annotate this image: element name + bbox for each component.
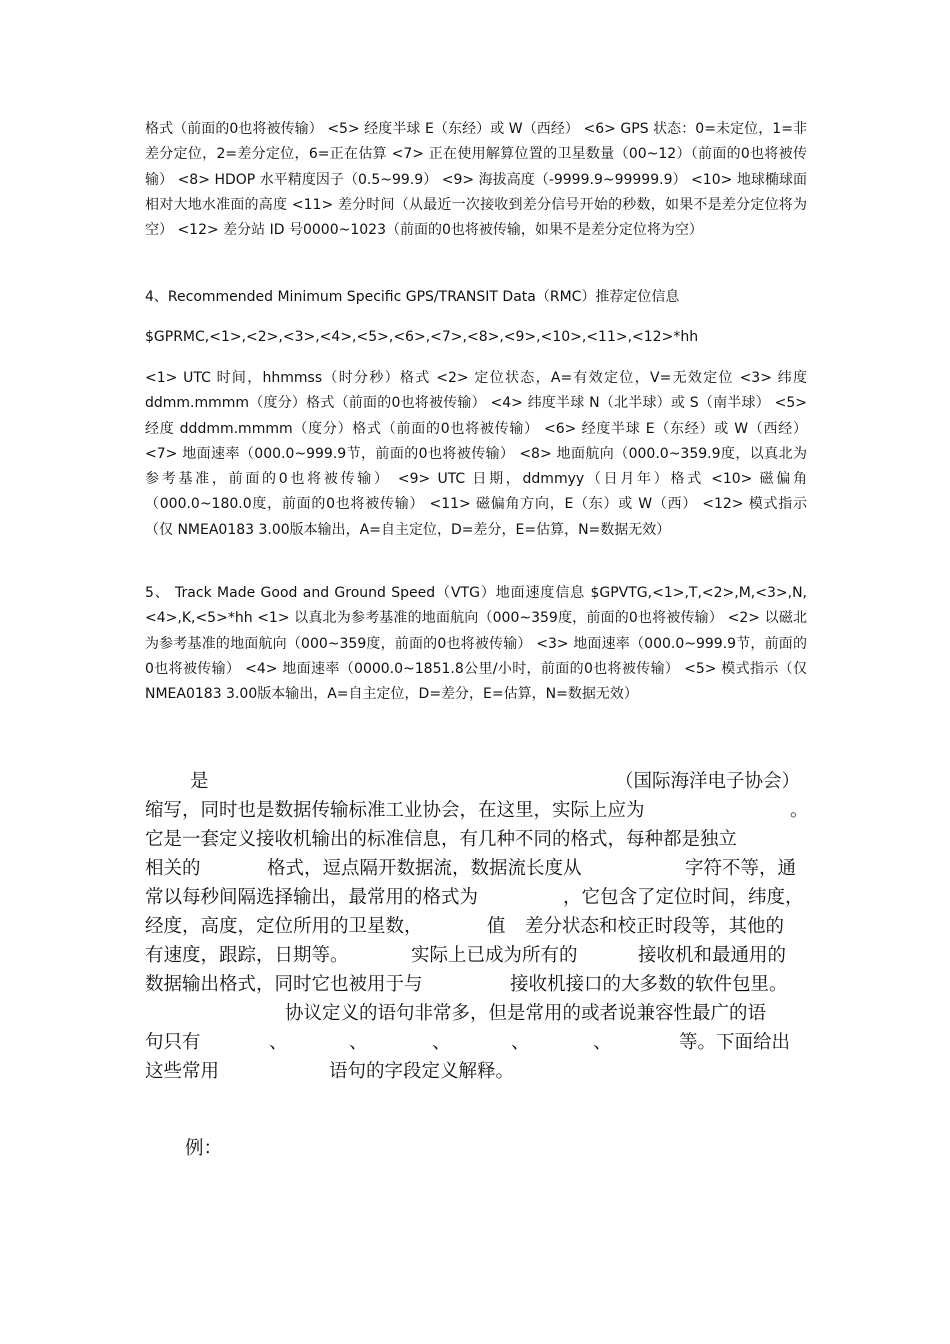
intro-line-3: [145, 825, 815, 854]
intro-line-9: [145, 999, 815, 1028]
intro-text: 缩写，同时也是数据传输标准工业协会，在这里，实际上应为: [145, 800, 645, 821]
intro-line-6: [145, 912, 815, 941]
intro-text: 有速度，跟踪，日期等。: [145, 945, 349, 966]
separator: 、: [349, 1032, 368, 1053]
rmc-section: [145, 285, 807, 310]
rmc-fields-paragraph: <1> UTC 时间，hhmmss（时分秒）格式 <2> 定位状态，A=有效定位，V=无效定位 <3> 纬度 ddmm.mmmm（度分）格式（前面的0也将被传输） <4> 纬度半球 N（北半球）或 S（南半球） <5> 经度 dddmm.mmmm（度分）格式（前面的0也将被传输） <6> 经度半球 E（东经）或 W（西经） <7> 地面速率（000.0~999.9节，前面的0也将被传输） <8> 地面航向（000.0~359.9度，以真北为参考基准，前面的0也将被传输） <9> UTC 日期，ddmmyy（日月年）格式 <10> 磁偏角（000.0~180.0度，前面的0也将被传输） <11> 磁偏角方向，E（东）或 W（西） <12> 模式指示（仅 NMEA0183 3.00版本输出，A=自主定位，D=差分，E=估算，N=数据无效）: [145, 370, 807, 538]
intro-text: 语句的字段定义解释。: [329, 1061, 515, 1082]
intro-line-8: [145, 970, 815, 999]
intro-text: 是: [190, 771, 209, 792]
intro-line-11: [145, 1057, 815, 1086]
intro-text: 等。下面给出: [679, 1032, 791, 1053]
intro-text: 数据输出格式，同时它也被用于与: [145, 974, 423, 995]
intro-text: 接收机和最通用的: [638, 945, 787, 966]
intro-text: 句只有: [145, 1032, 201, 1053]
intro-line-2: [145, 796, 815, 825]
intro-text: 协议定义的语句非常多，但是常用的或者说兼容性最广的语: [285, 1003, 767, 1024]
separator: 、: [511, 1032, 530, 1053]
intro-line-5: [145, 883, 815, 912]
intro-text: 经度，高度，定位所用的卫星数，: [145, 916, 423, 937]
separator: 、: [432, 1032, 451, 1053]
vtg-paragraph: 5、 Track Made Good and Ground Speed（VTG）地面速度信息 $GPVTG,<1>,T,<2>,M,<3>,N,<4>,K,<5>*hh <1> 以真北为参考基准的地面航向（000~359度，前面的0也将被传输） <2> 以磁北为参考基准的地面航向（000~359度，前面的0也将被传输） <3> 地面速率（000.0~999.9节，前面的0也将被传输） <4> 地面速率（0000.0~1851.8公里/小时，前面的0也将被传输） <5> 模式指示（仅 NMEA0183 3.00版本输出，A=自主定位，D=差分，E=估算，N=数据无效）: [145, 585, 807, 703]
intro-text: 这些常用: [145, 1061, 220, 1082]
gga-field-definitions: [145, 117, 807, 243]
intro-text: 差分状态和校正时段等，其他的: [525, 916, 785, 937]
example-label: 例：: [185, 1138, 223, 1159]
intro-text: ，它包含了定位时间，纬度，: [563, 887, 804, 908]
rmc-sentence: $GPRMC,<1>,<2>,<3>,<4>,<5>,<6>,<7>,<8>,<9>,<10>,<11>,<12>*hh: [145, 329, 699, 345]
intro-line-4: [145, 854, 815, 883]
intro-text: 字符不等，通: [685, 858, 797, 879]
intro-line-7: [145, 941, 815, 970]
rmc-heading: 4、Recommended Minimum Specific GPS/TRANSIT Data（RMC）推荐定位信息: [145, 289, 680, 305]
intro-line-10: [145, 1028, 815, 1057]
intro-text: 值: [487, 916, 506, 937]
intro-text: 常以每秒间隔选择输出，最常用的格式为: [145, 887, 479, 908]
rmc-sentence-block: [145, 325, 807, 350]
gga-fields-paragraph: 格式（前面的0也将被传输） <5> 经度半球 E（东经）或 W（西经） <6> GPS 状态：0=未定位，1=非差分定位，2=差分定位，6=正在估算 <7> 正在使用解算位置的卫星数量（00~12）（前面的0也将被传输） <8> HDOP 水平精度因子（0.5~99.9） <9> 海拔高度（-9999.9~99999.9） <10> 地球椭球面相对大地水准面的高度 <11> 差分时间（从最近一次接收到差分信号开始的秒数，如果不是差分定位将为空） <12> 差分站 ID 号0000~1023（前面的0也将被传输，如果不是差分定位将为空）: [145, 121, 807, 239]
intro-text: 它是一套定义接收机输出的标准信息，有几种不同的格式，每种都是独立: [145, 829, 738, 850]
intro-text: 实际上已成为所有的: [411, 945, 578, 966]
rmc-fields-block: [145, 366, 807, 543]
intro-text: 。: [790, 800, 809, 821]
intro-text: 格式，逗点隔开数据流，数据流长度从: [267, 858, 582, 879]
vtg-section: [145, 581, 807, 707]
intro-text: 相关的: [145, 858, 201, 879]
intro-line-1: [145, 767, 815, 796]
separator: 、: [593, 1032, 612, 1053]
separator: 、: [269, 1032, 288, 1053]
intro-text: （国际海洋电子协会）: [615, 771, 801, 792]
intro-text: 接收机接口的大多数的软件包里。: [510, 974, 788, 995]
